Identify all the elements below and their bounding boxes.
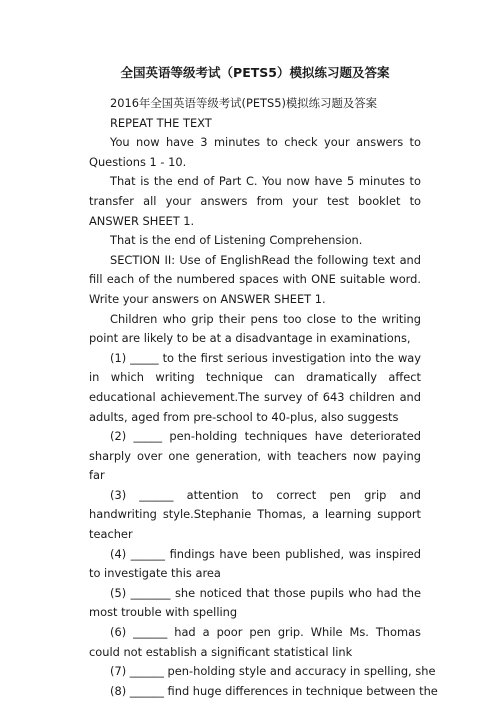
paragraph: You now have 3 minutes to check your answers to Questions 1 - 10. [89,135,421,169]
paragraph: 2016年全国英语等级考试(PETS5)模拟练习题及答案 [110,96,378,110]
paragraph: (8) ______ find huge differences in technique between the [110,683,438,698]
paragraph: (2) _____ pen-holding techniques have deteriorated sharply over one generation, with teachers now paying far [89,429,421,483]
document-title: 全国英语等级考试（PETS5）模拟练习题及答案 [120,65,390,80]
paragraph: SECTION II: Use of EnglishRead the following text and fill each of the numbered spaces with ONE suitable word. Write your answers on ANSWER SHEET 1. [89,252,421,306]
paragraph: (7) ______ pen-holding style and accuracy in spelling, she [110,664,436,679]
paragraph: That is the end of Listening Comprehension. [110,233,363,248]
paragraph: (5) _______ she noticed that those pupils who had the most trouble with spelling [89,585,421,620]
document-body [89,94,438,701]
paragraph: (4) ______ findings have been published, was inspired to investigate this area [89,546,421,581]
paragraph: (3) ______ attention to correct pen grip and handwriting style.Stephanie Thomas, a learning support teacher [89,487,421,542]
paragraph: REPEAT THE TEXT [110,115,212,130]
paragraph: Children who grip their pens too close to the writing point are likely to be at a disadvantage in examinations, [89,311,421,346]
paragraph: That is the end of Part C. You now have 5 minutes to transfer all your answers from your test booklet to ANSWER SHEET 1. [89,174,421,228]
paragraph: (6) ______ had a poor pen grip. While Ms. Thomas could not establish a significant statistical link [89,625,421,659]
paragraph: (1) _____ to the first serious investigation into the way in which writing technique can dramatically affect educational achievement.The survey of 643 children and adults, aged from pre-school to 40-plus, also suggests [89,350,421,424]
